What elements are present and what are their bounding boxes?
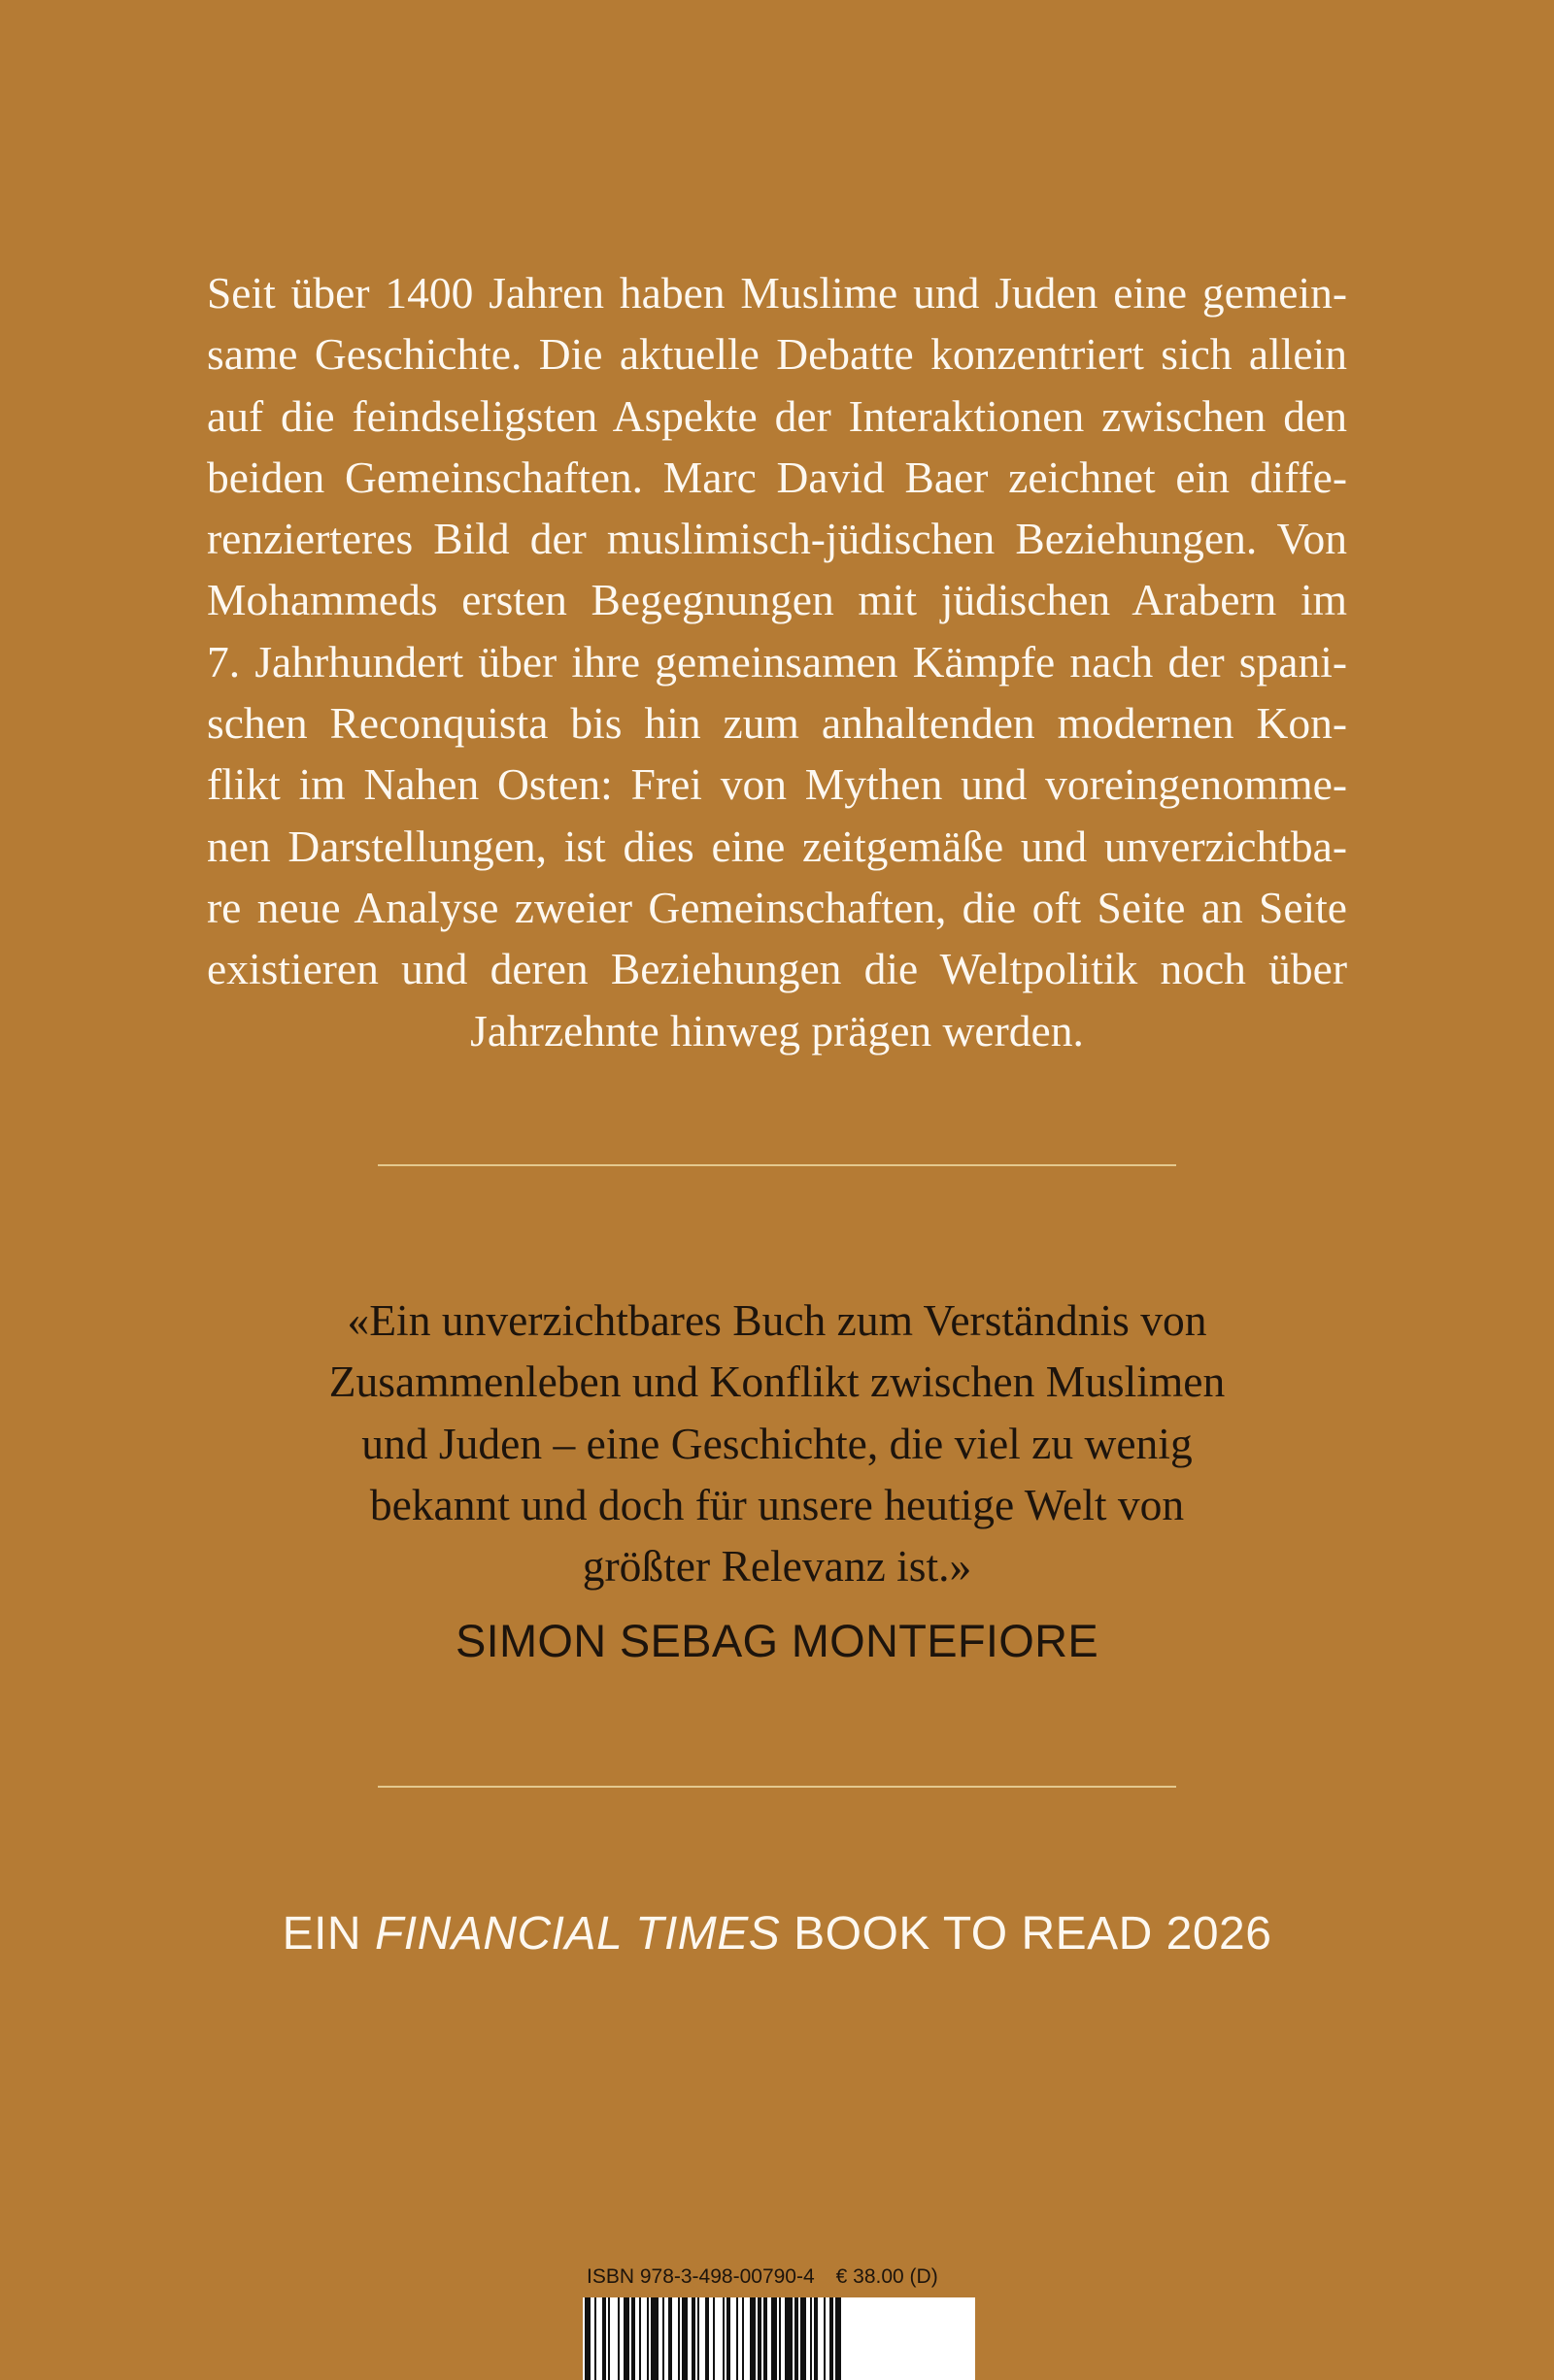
barcode-bar bbox=[758, 2297, 761, 2380]
blurb-text bbox=[207, 262, 1347, 1061]
barcode-bar bbox=[692, 2297, 695, 2380]
barcode-graphic bbox=[583, 2297, 975, 2380]
barcode-bar bbox=[742, 2297, 744, 2380]
quote-line: «Ein unverzichtbares Buch zum Verständnis von bbox=[347, 1295, 1207, 1345]
barcode-bar bbox=[639, 2297, 641, 2380]
barcode-bar bbox=[824, 2297, 826, 2380]
barcode-bar bbox=[794, 2297, 798, 2380]
barcode-bar bbox=[608, 2297, 610, 2380]
award-publication: FINANCIAL TIMES bbox=[374, 1908, 781, 1960]
barcode-bar bbox=[829, 2297, 833, 2380]
award-suffix: BOOK TO READ 2026 bbox=[794, 1908, 1272, 1960]
blurb-line: same Geschichte. Die aktuelle Debatte konzentriert sich allein bbox=[207, 329, 1347, 380]
award-line bbox=[194, 1903, 1360, 1965]
barcode-bar bbox=[713, 2297, 715, 2380]
divider-top bbox=[378, 1164, 1176, 1166]
isbn-number: ISBN 978-3-498-00790-4 bbox=[587, 2265, 815, 2288]
review-quote bbox=[243, 1290, 1311, 1596]
barcode-bar bbox=[585, 2297, 591, 2380]
barcode-bar bbox=[763, 2297, 767, 2380]
barcode-bar bbox=[736, 2297, 738, 2380]
barcode-bar bbox=[771, 2297, 777, 2380]
quote-line: bekannt und doch für unsere heutige Welt von bbox=[369, 1479, 1185, 1529]
barcode bbox=[583, 2297, 975, 2380]
barcode-bar bbox=[651, 2297, 659, 2380]
barcode-bar bbox=[785, 2297, 793, 2380]
blurb-line: auf die feindseligsten Aspekte der Interaktionen zwischen den bbox=[207, 390, 1347, 441]
price-label: € 38.00 (D) bbox=[835, 2265, 938, 2288]
barcode-bar bbox=[624, 2297, 629, 2380]
quote-attribution: SIMON SEBAG MONTEFIORE bbox=[455, 1615, 1099, 1666]
barcode-bar bbox=[800, 2297, 806, 2380]
divider-bottom bbox=[378, 1786, 1176, 1788]
barcode-bar bbox=[835, 2297, 841, 2380]
barcode-bar bbox=[682, 2297, 688, 2380]
blurb-line: beiden Gemeinschaften. Marc David Baer zeichnet ein diffe- bbox=[207, 452, 1347, 502]
award-prefix: EIN bbox=[282, 1908, 362, 1960]
barcode-bar bbox=[618, 2297, 620, 2380]
barcode-bar bbox=[750, 2297, 756, 2380]
barcode-bar bbox=[631, 2297, 635, 2380]
barcode-bar bbox=[678, 2297, 680, 2380]
barcode-bar bbox=[668, 2297, 672, 2380]
barcode-bar bbox=[726, 2297, 730, 2380]
blurb-line: Mohammeds ersten Begegnungen mit jüdischen Arabern im bbox=[207, 575, 1347, 625]
barcode-bar bbox=[705, 2297, 709, 2380]
blurb-line: re neue Analyse zweier Gemeinschaften, die oft Seite an Seite bbox=[207, 882, 1347, 932]
blurb-line: nen Darstellungen, ist dies eine zeitgemäße und unverzichtba- bbox=[207, 821, 1347, 871]
blurb-line: renzierteres Bild der muslimisch-jüdischen Beziehungen. Von bbox=[207, 514, 1347, 564]
barcode-bar bbox=[814, 2297, 818, 2380]
blurb-line: flikt im Nahen Osten: Frei von Mythen und voreingenomme- bbox=[207, 759, 1347, 810]
quote-line: Zusammenleben und Konflikt zwischen Muslimen bbox=[328, 1357, 1226, 1407]
barcode-bar bbox=[779, 2297, 781, 2380]
barcode-bar bbox=[662, 2297, 664, 2380]
quote-line: größter Relevanz ist.» bbox=[582, 1541, 972, 1592]
blurb-line: Jahrzehnte hinweg prägen werden. bbox=[470, 1005, 1084, 1056]
barcode-bar bbox=[810, 2297, 812, 2380]
blurb-line: schen Reconquista bis hin zum anhaltenden modernen Kon- bbox=[207, 698, 1347, 749]
barcode-bar bbox=[697, 2297, 699, 2380]
barcode-bar bbox=[647, 2297, 649, 2380]
quote-line: und Juden – eine Geschichte, die viel zu wenig bbox=[361, 1418, 1193, 1468]
isbn-price-row bbox=[587, 2263, 995, 2292]
blurb-line: 7. Jahrhundert über ihre gemeinsamen Kämpfe nach der spani- bbox=[207, 636, 1347, 687]
blurb-line: existieren und deren Beziehungen die Weltpolitik noch über bbox=[207, 944, 1347, 994]
barcode-bar bbox=[602, 2297, 606, 2380]
blurb-line: Seit über 1400 Jahren haben Muslime und Juden eine gemein- bbox=[207, 268, 1347, 318]
barcode-bar bbox=[594, 2297, 596, 2380]
barcode-bar bbox=[723, 2297, 725, 2380]
